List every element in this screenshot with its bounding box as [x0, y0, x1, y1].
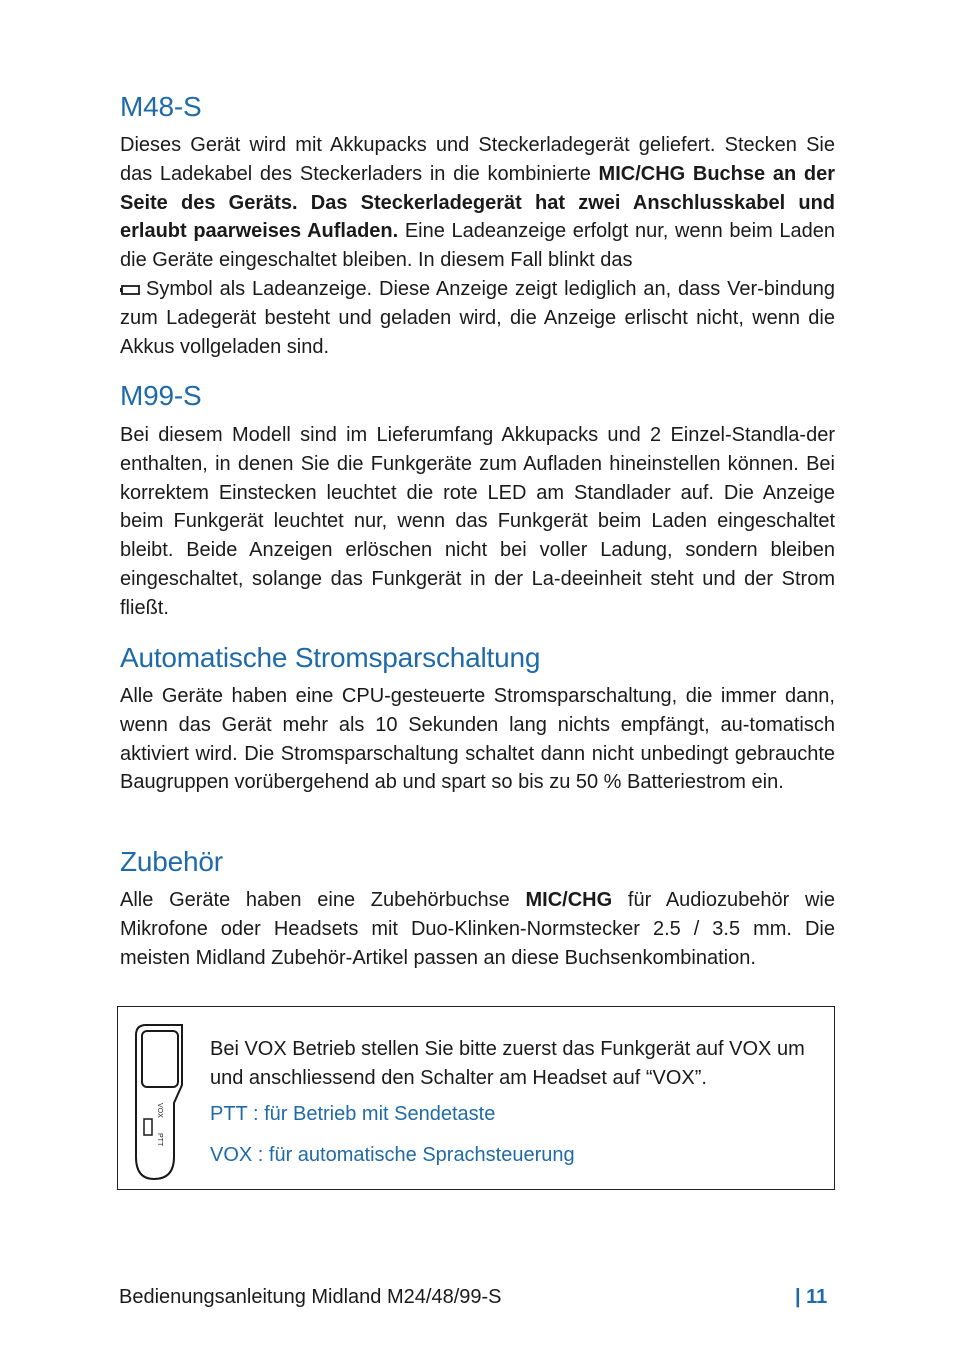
heading-m48-s: M48-S	[120, 91, 202, 122]
paragraph-m99-s: Bei diesem Modell sind im Lieferumfang Akkupacks und 2 Einzel-Standla-der enthalten, in denen Sie die Funkgeräte zum Aufladen hineinstellen können. Bei korrektem Einstecken leuchtet die rote LED am Standlader auf. Die Anzeige beim Funkgerät leuchtet nur, wenn das Funkgerät beim Laden eingeschaltet bleibt. Beide Anzeigen erlöschen nicht bei voller Ladung, sondern bleiben eingeschaltet, solange das Funkgerät in der La-deeinheit steht und der Strom fließt.	[120, 424, 835, 619]
battery-icon	[120, 282, 142, 296]
accessories-text-1: Alle Geräte haben eine Zubehörbuchse	[120, 889, 526, 911]
headset-switch-icon	[132, 1023, 188, 1183]
note-ptt: PTT : für Betrieb mit Sendetaste	[210, 1103, 496, 1125]
m48-text-1: Dieses Gerät wird mit Akkupacks und Steckerladegerät geliefert. Stecken Sie das Ladekabel des Steckerladers in die kombinierte	[120, 134, 835, 185]
paragraph-m48-s	[120, 131, 835, 361]
note-text-block	[210, 1035, 822, 1169]
vox-note-box	[117, 1006, 835, 1190]
heading-power-saving: Automatische Stromsparschaltung	[120, 642, 541, 673]
accessories-bold-text: MIC/CHG	[525, 889, 613, 911]
heading-accessories: Zubehör	[120, 846, 223, 877]
note-vox: VOX : für automatische Sprachsteuerung	[210, 1143, 575, 1166]
note-text: Bei VOX Betrieb stellen Sie bitte zuerst das Funkgerät auf VOX um und anschliessend den Schalter am Headset auf “VOX”.	[210, 1038, 805, 1089]
switch-label-vox: VOX	[156, 1103, 163, 1118]
heading-m99-s: M99-S	[120, 380, 202, 411]
paragraph-accessories	[120, 886, 835, 972]
accessories-text-2: für Audiozubehör wie Mikrofone oder Headsets mit Duo-Klinken-Normstecker 2.5 / 3.5 mm. Die meisten Midland Zubehör-Artikel passen an diese Buchsenkombination.	[120, 889, 836, 969]
m48-bold-text: MIC/CHG Buchse an der Seite des Geräts. Das Steckerladegerät hat zwei Anschlusskabel und erlaubt paarweises Aufladen.	[120, 162, 835, 243]
page-number: | 11	[795, 1286, 828, 1308]
m48-text-3: Symbol als Ladeanzeige. Diese Anzeige zeigt lediglich an, dass Ver-bindung zum Ladegerät besteht und geladen wird, die Anzeige erlischt nicht, wenn die Akkus vollgeladen sind.	[120, 277, 835, 358]
switch-label-ptt: PTT	[156, 1133, 163, 1147]
footer-title: Bedienungsanleitung Midland M24/48/99-S	[119, 1286, 502, 1308]
m48-text-2: Eine Ladeanzeige erfolgt nur, wenn beim Laden die Geräte eingeschaltet bleiben. In diesem Fall blinkt das	[120, 220, 836, 272]
paragraph-power-saving: Alle Geräte haben eine CPU-gesteuerte Stromsparschaltung, die immer dann, wenn das Gerät mehr als 10 Sekunden lang nichts empfängt, au-tomatisch aktiviert wird. Die Stromsparschaltung schaltet dann nicht unbedingt gebrauchte Baugruppen vorübergehend ab und spart so bis zu 50 % Batteriestrom ein.	[120, 685, 835, 794]
